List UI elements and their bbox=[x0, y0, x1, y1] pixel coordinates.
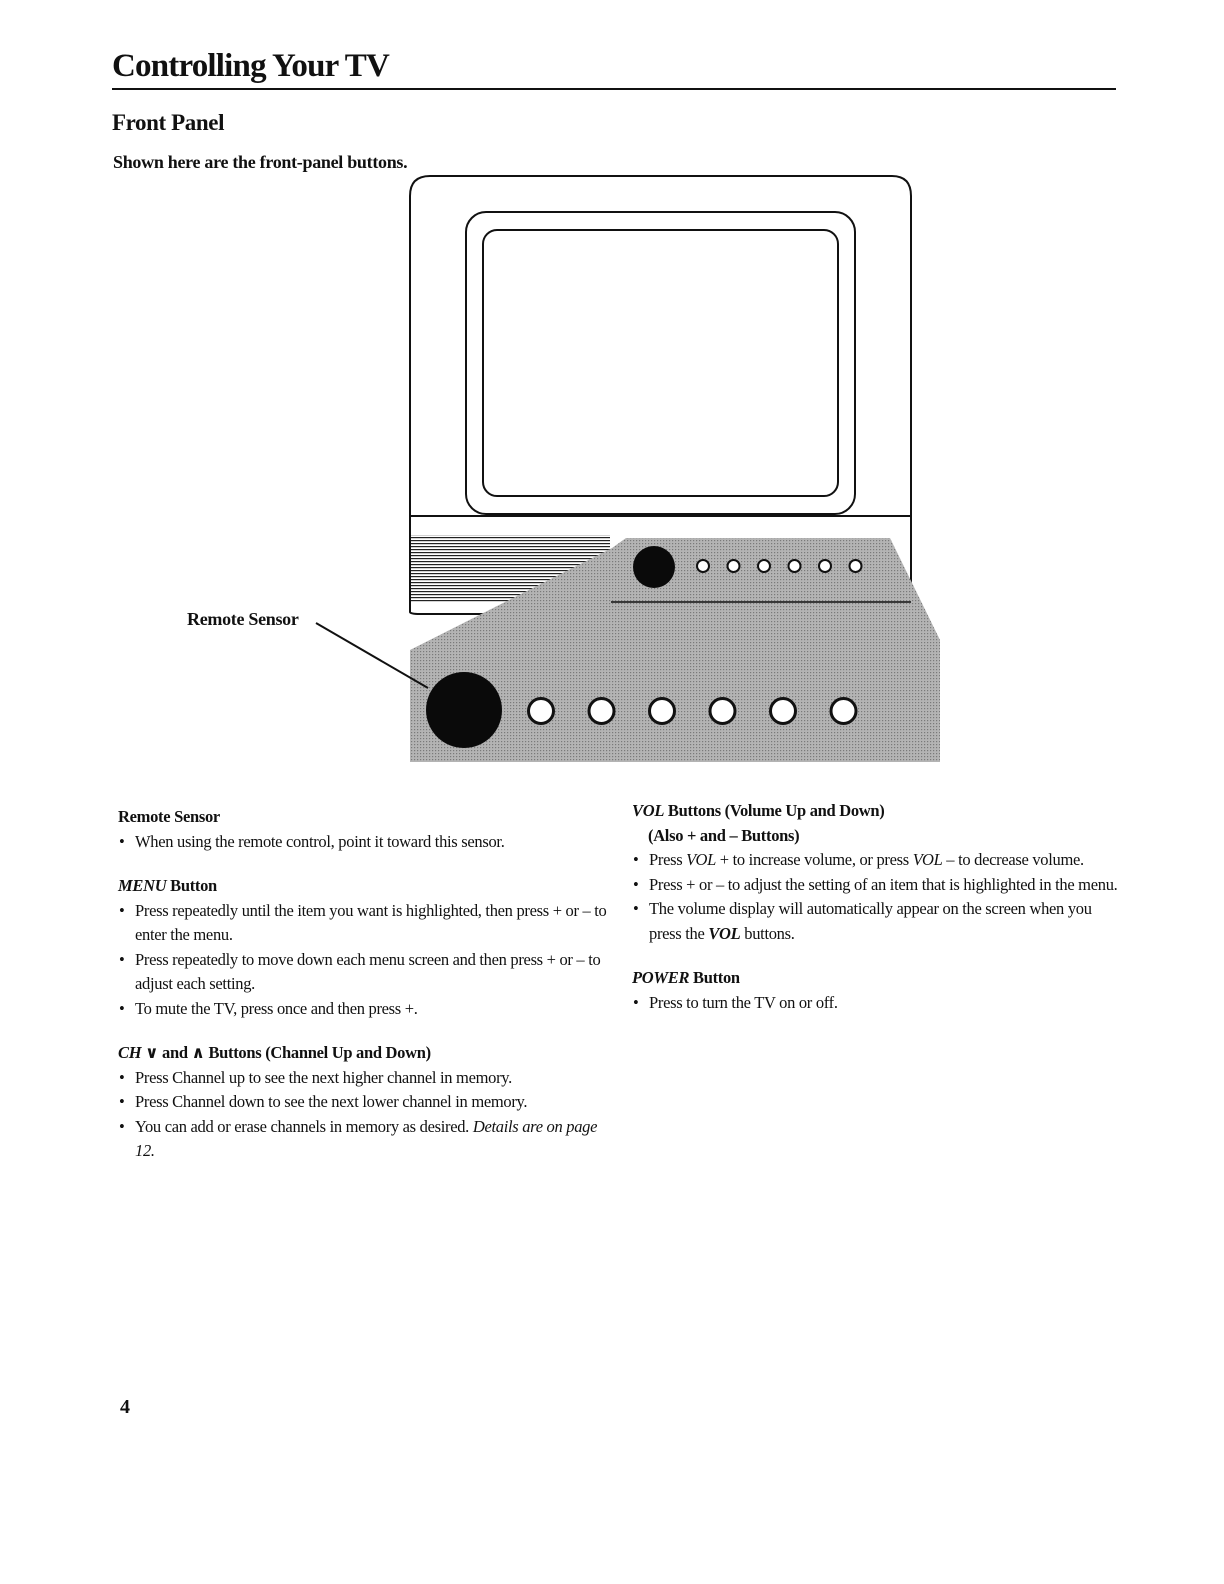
power-bullet: • Press to turn the TV on or off. bbox=[632, 991, 1122, 1016]
power-heading-rest: Button bbox=[689, 968, 740, 987]
power-keyword: POWER bbox=[632, 968, 690, 987]
vol-section bbox=[632, 799, 1122, 946]
page-title: Controlling Your TV bbox=[112, 48, 389, 84]
vol-heading-sub: (Also + and – Buttons) bbox=[648, 825, 800, 845]
vol-bullet-1-b: + to increase volume, or press bbox=[715, 850, 913, 869]
vol-bullet-2: • Press + or – to adjust the setting of an item that is highlighted in the menu. bbox=[632, 873, 1122, 898]
right-column bbox=[632, 799, 1122, 1035]
vol-bullet-3-b: buttons. bbox=[740, 923, 795, 943]
vol-bullet-3-keyword: VOL bbox=[708, 923, 741, 943]
power-heading bbox=[632, 966, 1122, 991]
upper-panel-button-2 bbox=[728, 560, 740, 572]
vol-bullet-1-keyword-2: VOL bbox=[912, 850, 943, 869]
lower-panel-button-6 bbox=[831, 699, 856, 724]
remote-sensor-small bbox=[633, 546, 675, 588]
vol-bullet-3-a: The volume display will automatically appear on the screen when you press the bbox=[649, 899, 1092, 943]
vol-keyword: VOL bbox=[632, 801, 665, 820]
menu-bullet-3: • To mute the TV, press once and then press +. bbox=[118, 997, 608, 1022]
menu-bullet-1: • Press repeatedly until the item you want is highlighted, then press + or – to enter the menu. bbox=[118, 899, 608, 948]
menu-keyword: MENU bbox=[118, 876, 167, 895]
intro-text: Shown here are the front-panel buttons. bbox=[113, 152, 408, 172]
remote-sensor-callout-label: Remote Sensor bbox=[187, 609, 299, 629]
upper-panel-button-1 bbox=[697, 560, 709, 572]
section-title: Front Panel bbox=[112, 110, 225, 135]
menu-heading-rest: Button bbox=[166, 876, 217, 895]
upper-panel-button-4 bbox=[789, 560, 801, 572]
vol-heading bbox=[632, 799, 1122, 848]
remote-sensor-heading: Remote Sensor bbox=[118, 807, 220, 826]
channel-heading bbox=[118, 1041, 608, 1066]
tv-screen bbox=[483, 230, 838, 496]
menu-heading bbox=[118, 874, 608, 899]
upper-panel-button-5 bbox=[819, 560, 831, 572]
menu-section bbox=[118, 874, 608, 1021]
channel-section bbox=[118, 1041, 608, 1164]
channel-heading-rest: ∨ and ∧ Buttons (Channel Up and Down) bbox=[141, 1043, 431, 1062]
lower-panel-button-3 bbox=[650, 699, 675, 724]
left-column bbox=[118, 805, 608, 1184]
channel-bullet-2: • Press Channel down to see the next lower channel in memory. bbox=[118, 1090, 608, 1115]
lower-panel-button-5 bbox=[771, 699, 796, 724]
channel-keyword: CH bbox=[118, 1043, 142, 1062]
page-number: 4 bbox=[120, 1396, 130, 1418]
lower-panel-button-4 bbox=[710, 699, 735, 724]
channel-bullet-3 bbox=[118, 1115, 608, 1164]
vol-bullet-1-a: Press bbox=[649, 850, 687, 869]
tv-front-panel-illustration bbox=[0, 0, 1224, 780]
channel-bullet-1: • Press Channel up to see the next higher channel in memory. bbox=[118, 1066, 608, 1091]
vol-bullet-1 bbox=[632, 848, 1122, 873]
vol-heading-rest: Buttons (Volume Up and Down) bbox=[664, 801, 885, 820]
power-section bbox=[632, 966, 1122, 1015]
channel-bullet-3-text: You can add or erase channels in memory as desired. bbox=[135, 1116, 473, 1136]
channel-details-reference: Details are on page 12. bbox=[135, 1116, 598, 1160]
remote-sensor-large bbox=[426, 672, 502, 748]
lower-panel-button-2 bbox=[589, 699, 614, 724]
upper-panel-button-3 bbox=[758, 560, 770, 572]
upper-panel-button-6 bbox=[850, 560, 862, 572]
vol-bullet-1-c: – to decrease volume. bbox=[942, 850, 1084, 869]
lower-panel-button-1 bbox=[529, 699, 554, 724]
remote-sensor-bullet: • When using the remote control, point it toward this sensor. bbox=[118, 830, 608, 855]
vol-bullet-1-keyword-1: VOL bbox=[686, 850, 716, 869]
menu-bullet-2: • Press repeatedly to move down each menu screen and then press + or – to adjust each setting. bbox=[118, 948, 608, 997]
vol-bullet-3 bbox=[632, 897, 1122, 946]
remote-sensor-section bbox=[118, 805, 608, 854]
